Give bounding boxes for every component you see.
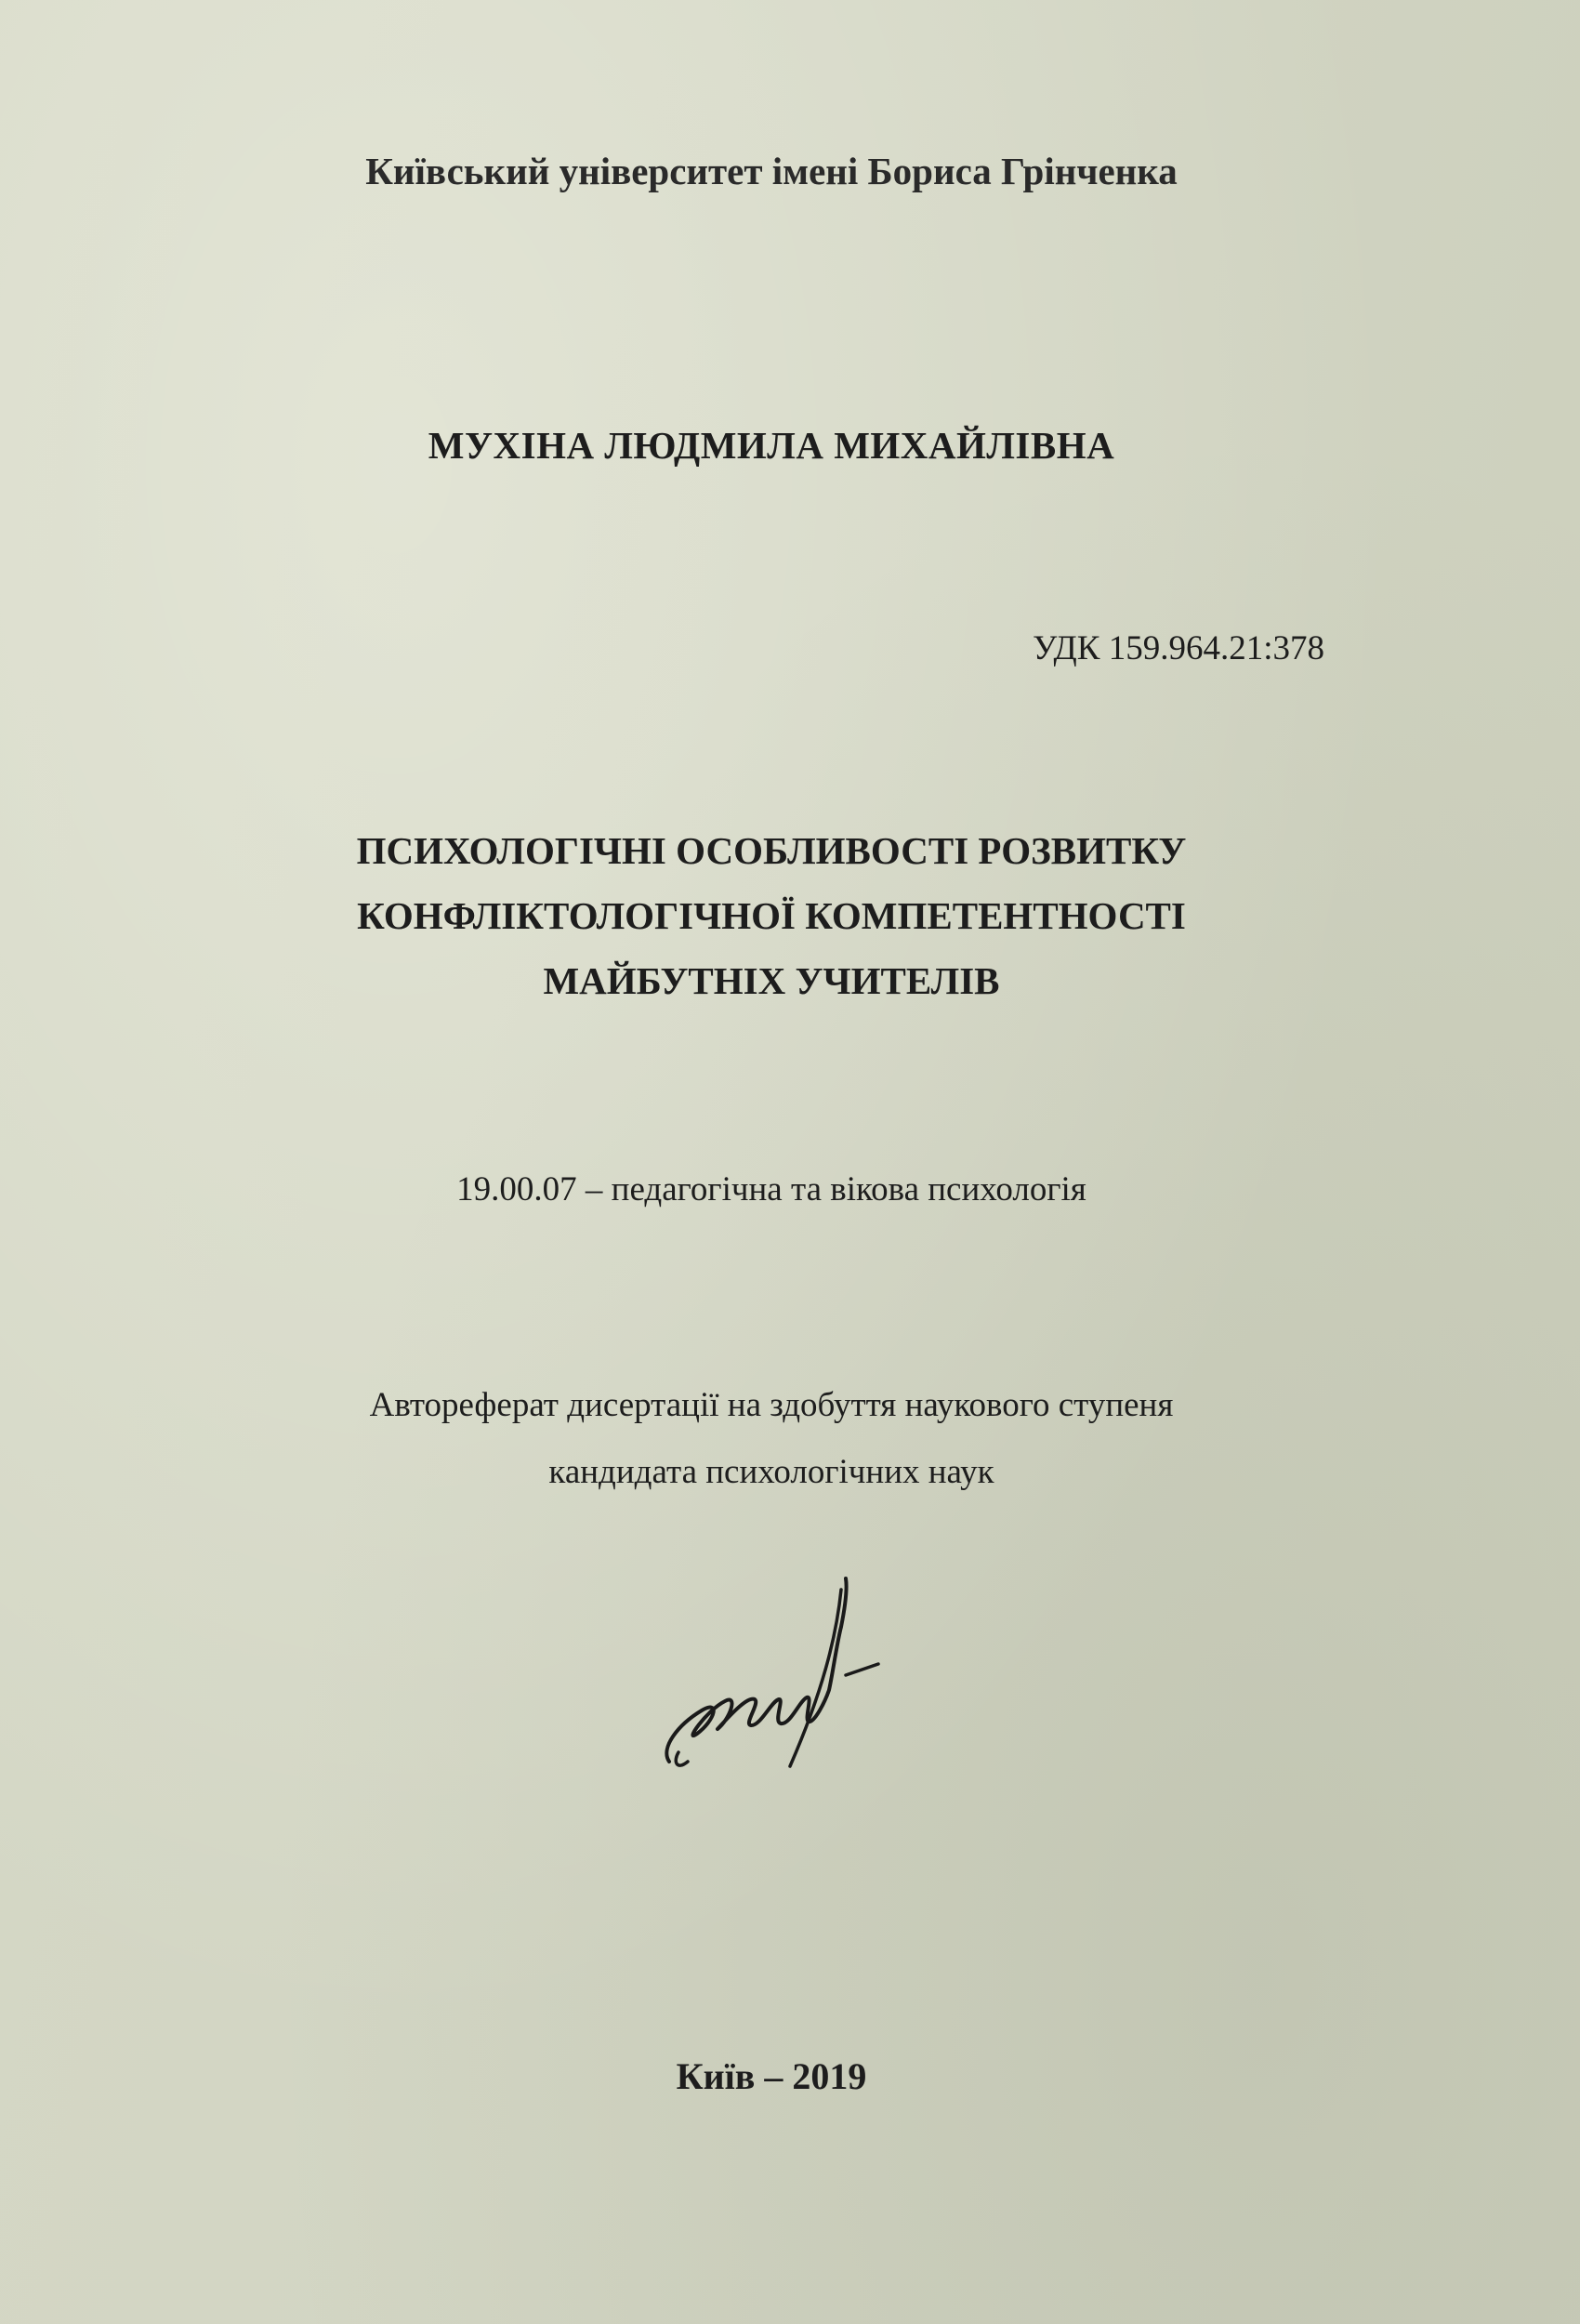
- thesis-title-line: ПСИХОЛОГІЧНІ ОСОБЛИВОСТІ РОЗВИТКУ: [356, 829, 1187, 872]
- city-year: Київ – 2019: [676, 2055, 867, 2097]
- signature-icon: [651, 1571, 892, 1785]
- author-name: МУХІНА ЛЮДМИЛА МИХАЙЛІВНА: [428, 424, 1115, 467]
- thesis-title-line: КОНФЛІКТОЛОГІЧНОЇ КОМПЕТЕНТНОСТІ: [357, 894, 1186, 937]
- abstract-description: [0, 1372, 1543, 1506]
- specialty-code: 19.00.07 – педагогічна та вікова психологія: [456, 1170, 1086, 1208]
- university-name: Київський університет імені Бориса Грінченка: [365, 150, 1178, 192]
- udc-code: УДК 159.964.21:378: [1033, 629, 1324, 667]
- thesis-title-line: МАЙБУТНІХ УЧИТЕЛІВ: [543, 959, 1000, 1002]
- abstract-line: Автореферат дисертації на здобуття наукового ступеня: [369, 1386, 1174, 1424]
- thesis-title: [0, 818, 1543, 1013]
- abstract-line: кандидата психологічних наук: [548, 1453, 994, 1491]
